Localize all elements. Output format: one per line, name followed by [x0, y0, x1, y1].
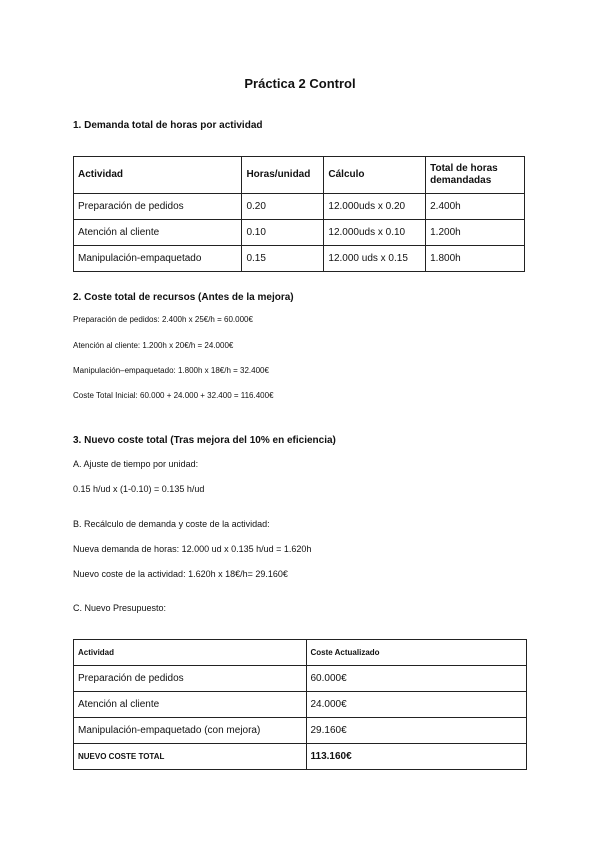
- table-cell: 12.000uds x 0.20: [324, 194, 426, 220]
- table-header-cell: Coste Actualizado: [306, 640, 527, 666]
- table-cell: 60.000€: [306, 666, 527, 692]
- table-total-row: [74, 744, 527, 770]
- table-row: [74, 194, 525, 220]
- subsection-a-title: A. Ajuste de tiempo por unidad:: [73, 459, 199, 469]
- cost-line: Coste Total Inicial: 60.000 + 24.000 + 32.400 = 116.400€: [73, 391, 274, 400]
- table-header-cell: Actividad: [74, 640, 307, 666]
- table-cell: 0.10: [242, 220, 324, 246]
- table-header-row: [74, 157, 525, 194]
- table-row: [74, 246, 525, 272]
- table-cell: Preparación de pedidos: [74, 666, 307, 692]
- section3-heading: 3. Nuevo coste total (Tras mejora del 10% en eficiencia): [73, 435, 336, 446]
- cost-line: Atención al cliente: 1.200h x 20€/h = 24.000€: [73, 341, 234, 350]
- table-cell: 12.000uds x 0.10: [324, 220, 426, 246]
- table-cell: 29.160€: [306, 718, 527, 744]
- section2-heading: 2. Coste total de recursos (Antes de la mejora): [73, 292, 294, 303]
- cost-line: Preparación de pedidos: 2.400h x 25€/h = 60.000€: [73, 315, 253, 324]
- table-row: [74, 666, 527, 692]
- table-row: [74, 718, 527, 744]
- subsection-b-line: Nuevo coste de la actividad: 1.620h x 18€/h= 29.160€: [73, 569, 288, 579]
- table-cell: Atención al cliente: [74, 220, 242, 246]
- table-header-cell: Total de horas demandadas: [426, 157, 525, 194]
- table-header-row: [74, 640, 527, 666]
- subsection-a-line: 0.15 h/ud x (1-0.10) = 0.135 h/ud: [73, 484, 205, 494]
- table-cell: 0.20: [242, 194, 324, 220]
- table-header-cell: Actividad: [74, 157, 242, 194]
- table-cell: Atención al cliente: [74, 692, 307, 718]
- subsection-b-line: Nueva demanda de horas: 12.000 ud x 0.135 h/ud = 1.620h: [73, 544, 312, 554]
- total-value: 113.160€: [306, 744, 527, 770]
- subsection-c-title: C. Nuevo Presupuesto:: [73, 603, 167, 613]
- page-title: Práctica 2 Control: [244, 76, 356, 91]
- table-header-cell: Horas/unidad: [242, 157, 324, 194]
- table-row: [74, 692, 527, 718]
- table-cell: Preparación de pedidos: [74, 194, 242, 220]
- table-cell: Manipulación-empaquetado: [74, 246, 242, 272]
- table-cell: 0.15: [242, 246, 324, 272]
- demand-table: [73, 156, 525, 272]
- table-cell: 24.000€: [306, 692, 527, 718]
- table-cell: 12.000 uds x 0.15: [324, 246, 426, 272]
- table-header-cell: Cálculo: [324, 157, 426, 194]
- table-cell: 1.800h: [426, 246, 525, 272]
- table-cell: 2.400h: [426, 194, 525, 220]
- table-cell: 1.200h: [426, 220, 525, 246]
- section1-heading: 1. Demanda total de horas por actividad: [73, 120, 263, 131]
- total-label: NUEVO COSTE TOTAL: [74, 744, 307, 770]
- table-cell: Manipulación-empaquetado (con mejora): [74, 718, 307, 744]
- budget-table: [73, 639, 527, 770]
- subsection-b-title: B. Recálculo de demanda y coste de la actividad:: [73, 519, 270, 529]
- cost-line: Manipulación–empaquetado: 1.800h x 18€/h = 32.400€: [73, 366, 269, 375]
- table-row: [74, 220, 525, 246]
